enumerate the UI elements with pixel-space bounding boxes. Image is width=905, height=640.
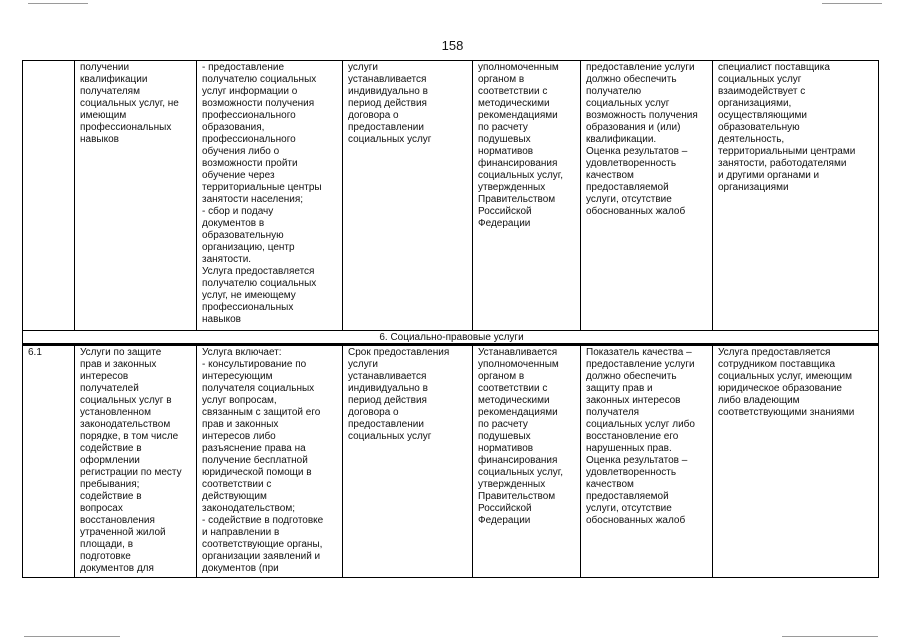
scan-edge-top-right (822, 3, 882, 4)
cell-quality-indicators: Показатель качества – предоставление услуги должно обеспечить защиту прав и законных интересов получателя социальных услуг либо восстановление его нарушенных прав. Оценка результатов – удовлетворенность качеством предоставляемой услуги, отсутствие обоснованных жалоб (581, 346, 713, 578)
cell-service-term: услуги устанавливается индивидуально в период действия договора о предоставлении социальных услуг (343, 61, 473, 331)
page-number: 158 (441, 38, 464, 53)
cell-service-tariff: Устанавливается уполномоченным органом в соответствии с методическими рекомендациями по расчету подушевых нормативов финансирования социальных услуг, утвержденных Правительством Российской Федерации (473, 346, 581, 578)
table-row-continuation (23, 61, 879, 331)
section-title: 6. Социально-правовые услуги (23, 331, 879, 345)
scan-edge-bottom-right (782, 636, 878, 637)
cell-number: 6.1 (23, 346, 75, 578)
table-row-6-1 (23, 346, 879, 578)
cell-quality-indicators: предоставление услуги должно обеспечить получателю социальных услуг возможность получения образования и (или) квалификации. Оценка результатов – удовлетворенность качеством предоставляемой услуги, отсутствие обоснованных жалоб (581, 61, 713, 331)
services-table (22, 60, 879, 578)
cell-service-conditions: Услуга предоставляется сотрудником поставщика социальных услуг, имеющим юридическое образование либо владеющим соответствующими знаниями (713, 346, 879, 578)
section-row (23, 331, 879, 345)
cell-service-name: Услуги по защите прав и законных интересов получателей социальных услуг в установленном законодательством порядке, в том числе содействие в оформлении регистрации по месту пребывания; содействие в вопросах восстановления утраченной жилой площади, в подготовке документов для (75, 346, 197, 578)
cell-service-name: получении квалификации получателям социальных услуг, не имеющим профессиональных навыков (75, 61, 197, 331)
cell-service-tariff: уполномоченным органом в соответствии с методическими рекомендациями по расчету подушевых нормативов финансирования социальных услуг, утвержденных Правительством Российской Федерации (473, 61, 581, 331)
cell-service-description: - предоставление получателю социальных услуг информации о возможности получения профессионального образования, профессионального обучения либо о возможности пройти обучение через территориальные центры занятости населения; - сбор и подачу документов в образовательную организацию, центр занятости. Услуга предоставляется получателю социальных услуг, не имеющему профессиональных навыков (197, 61, 343, 331)
cell-service-description: Услуга включает: - консультирование по интересующим получателя социальных услуг вопросам, связанным с защитой его прав и законных интересов либо разъяснение права на получение бесплатной юридической помощи в соответствии с действующим законодательством; - содействие в подготовке и направлении в соответствующие органы, организации заявлений и документов (при (197, 346, 343, 578)
cell-service-term: Срок предоставления услуги устанавливается индивидуально в период действия договора о предоставлении социальных услуг (343, 346, 473, 578)
scan-edge-top-left (28, 3, 88, 4)
scan-edge-bottom-left (24, 636, 120, 637)
cell-number (23, 61, 75, 331)
cell-service-conditions: специалист поставщика социальных услуг взаимодействует с организациями, осуществляющими образовательную деятельность, территориальными центрами занятости, работодателями и другими органами и организациями (713, 61, 879, 331)
